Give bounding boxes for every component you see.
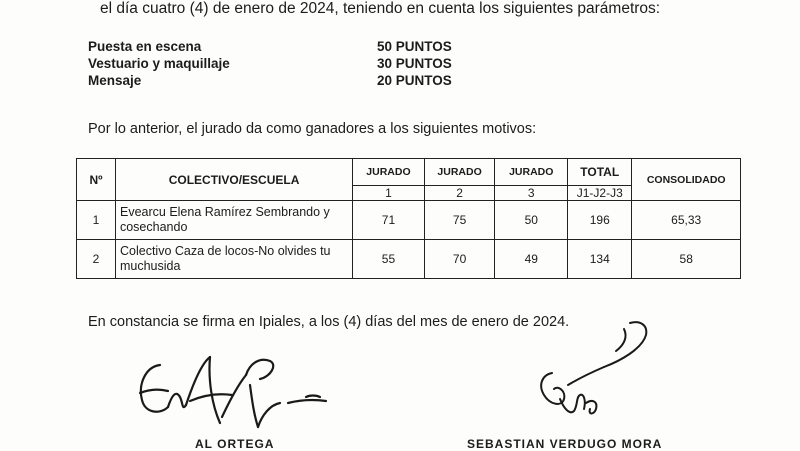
results-table [76,158,741,279]
parameter-points: 20 PUNTOS [377,73,452,88]
header-total: TOTAL [568,159,632,186]
table-row [77,201,741,240]
subheader-jurado-2: 2 [424,186,495,201]
table-header-row [77,159,741,186]
row-num: 1 [77,201,116,240]
row-total: 134 [568,240,632,279]
parameter-points: 50 PUNTOS [377,39,452,54]
closing-statement: En constancia se firma en Ipiales, a los (4) días del mes de enero de 2024. [88,314,570,330]
header-consolidado: CONSOLIDADO [632,159,741,201]
row-j1: 71 [353,201,425,240]
row-consolidado: 65,33 [632,201,741,240]
signature-right [520,315,660,425]
header-num: Nº [77,159,116,201]
row-j2: 70 [424,240,495,279]
signatory-left-name: AL ORTEGA [195,437,275,451]
intro-text: el día cuatro (4) de enero de 2024, teniendo en cuenta los siguientes parámetros: [100,0,661,17]
parameter-row [88,38,488,55]
parameters-list [88,38,488,89]
table-row [77,240,741,279]
parameter-row [88,55,488,72]
subheader-total: J1-J2-J3 [568,186,632,201]
row-num: 2 [77,240,116,279]
row-j1: 55 [353,240,425,279]
row-total: 196 [568,201,632,240]
header-jurado-2: JURADO [424,159,495,186]
header-jurado-3: JURADO [495,159,568,186]
signatory-right-name: SEBASTIAN VERDUGO MORA [467,437,663,451]
row-name: Evearcu Elena Ramírez Sembrando y cosechando [115,201,352,240]
header-jurado-1: JURADO [353,159,425,186]
signature-left [120,345,350,440]
row-j3: 49 [495,240,568,279]
row-consolidado: 58 [632,240,741,279]
row-j2: 75 [424,201,495,240]
winners-paragraph: Por lo anterior, el jurado da como ganadores a los siguientes motivos: [88,121,537,137]
row-name: Colectivo Caza de locos-No olvides tu muchusida [115,240,352,279]
row-j3: 50 [495,201,568,240]
parameter-name: Vestuario y maquillaje [88,56,230,71]
parameter-name: Mensaje [88,73,142,88]
parameter-row [88,72,488,89]
subheader-jurado-3: 3 [495,186,568,201]
parameter-points: 30 PUNTOS [377,56,452,71]
header-colectivo: COLECTIVO/ESCUELA [115,159,352,201]
parameter-name: Puesta en escena [88,39,202,54]
subheader-jurado-1: 1 [353,186,425,201]
